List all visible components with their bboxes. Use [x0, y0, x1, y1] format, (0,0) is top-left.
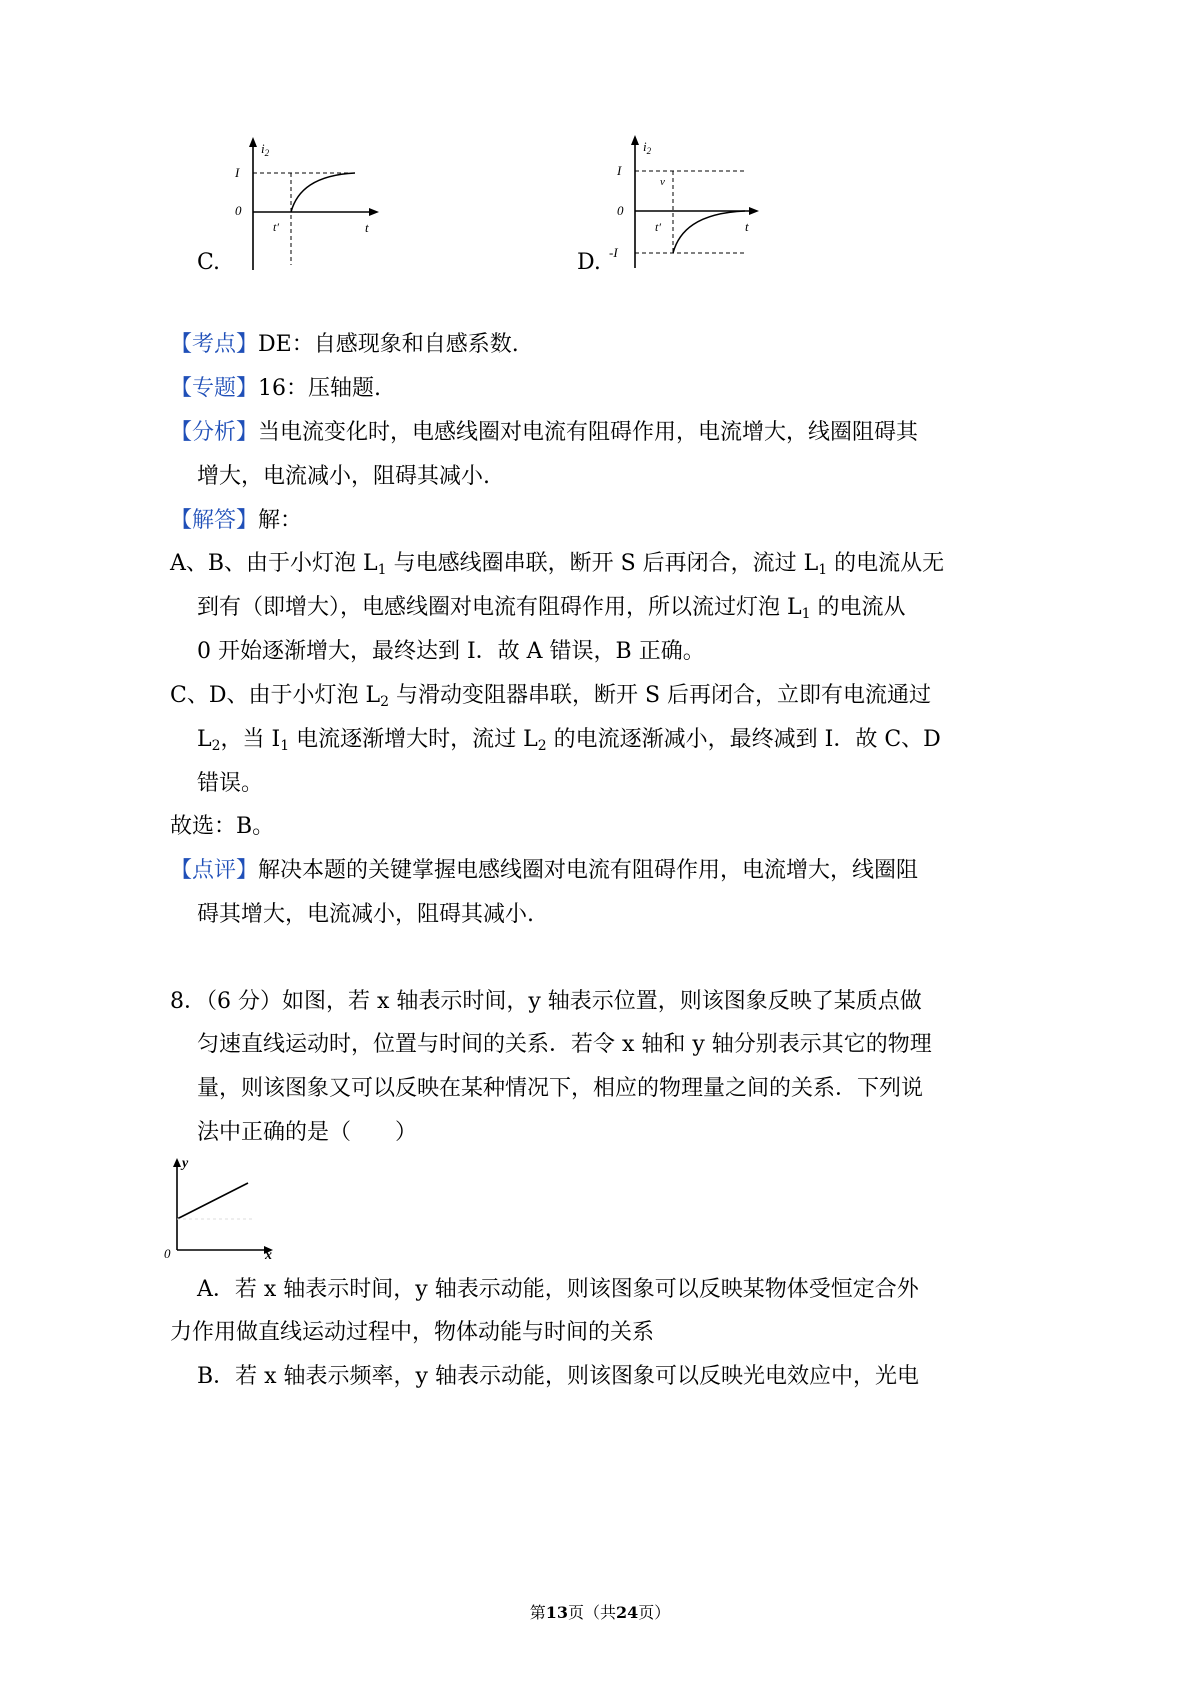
q8-line-3: 量，则该图象又可以反映在某种情况下，相应的物理量之间的关系．下列说 — [197, 1076, 924, 1101]
dianping-line-1 — [170, 856, 918, 886]
graph-d — [605, 133, 765, 273]
q8-graph — [160, 1155, 280, 1260]
fenxi-line-1 — [170, 418, 918, 448]
graph-d-t-label: t — [745, 219, 749, 234]
graph-c-x-arrow — [369, 208, 379, 216]
graph-d-I-label: I — [617, 163, 622, 178]
kaodian-text: DE：自感现象和自感系数. — [258, 332, 519, 357]
q8-line — [177, 1183, 248, 1219]
graph-d-v-mark: v — [660, 176, 665, 188]
fenxi-text-1: 当电流变化时，电感线圈对电流有阻碍作用，电流增大，线圈阻碍其 — [258, 420, 919, 445]
graph-d-origin: 0 — [617, 203, 624, 218]
page-footer: 第13页（共24页） — [529, 1603, 671, 1622]
graph-d-y-label: $i_2$ — [643, 139, 652, 156]
graph-c-tprime: t′ — [273, 220, 279, 234]
choice-line: 故选：B。 — [170, 814, 275, 839]
q8-x-label: x — [265, 1248, 272, 1260]
graph-d-curve — [673, 211, 745, 253]
page-number: 13 — [545, 1603, 568, 1622]
dianping-text-1: 解决本题的关键掌握电感线圈对电流有阻碍作用，电流增大，线圈阻 — [258, 858, 919, 883]
cd-line-2: $L_2$，当 $I_1$ 电流逐渐增大时，流过 $L_2$ 的电流逐渐减小，最终减到 I．故 C、D — [197, 727, 941, 754]
cd-line-3: 错误。 — [197, 771, 264, 796]
option-d-label: D. — [577, 250, 601, 275]
kaodian-tag: 【考点】 — [170, 332, 259, 357]
total-pages: 24 — [616, 1603, 639, 1622]
fenxi-line-2: 增大，电流减小，阻碍其减小. — [197, 464, 490, 489]
jieda-text: 解： — [258, 508, 303, 533]
graph-c-curve — [291, 173, 355, 212]
graph-c-I-label: I — [235, 165, 240, 180]
graph-c-t-label: t — [365, 220, 369, 235]
graph-d-negI-label: -I — [609, 245, 618, 260]
fenxi-tag: 【分析】 — [170, 420, 259, 445]
zhuanti-line — [170, 374, 381, 404]
option-c-label: C. — [197, 250, 221, 275]
graph-c-origin: 0 — [235, 203, 242, 218]
q8-line-2: 匀速直线运动时，位置与时间的关系．若令 x 轴和 y 轴分别表示其它的物理 — [197, 1032, 932, 1057]
cd-line-1: C、D、由于小灯泡 $L_2$ 与滑动变阻器串联，断开 S 后再闭合，立即有电流通过 — [170, 683, 932, 710]
q8-option-b-line-1: B．若 x 轴表示频率，y 轴表示动能，则该图象可以反映光电效应中，光电 — [197, 1364, 919, 1389]
jieda-tag: 【解答】 — [170, 508, 259, 533]
dianping-line-2: 碍其增大，电流减小，阻碍其减小. — [197, 902, 534, 927]
jieda-line — [170, 506, 302, 536]
q8-y-arrow — [173, 1158, 181, 1167]
ab-line-3: 0 开始逐渐增大，最终达到 I．故 A 错误，B 正确。 — [197, 639, 705, 664]
q8-option-a-line-2: 力作用做直线运动过程中，物体动能与时间的关系 — [170, 1320, 655, 1345]
graph-d-tprime: t′ — [655, 220, 661, 234]
kaodian-line — [170, 330, 519, 360]
graph-c-y-arrow — [249, 137, 257, 147]
graph-d-y-arrow — [631, 135, 639, 145]
ab-line-1: A、B、由于小灯泡 $L_1$ 与电感线圈串联，断开 S 后再闭合，流过 $L_1$ 的电流从无 — [170, 551, 945, 578]
q8-y-label: y — [182, 1156, 189, 1171]
graph-c-y-label: $i_2$ — [261, 141, 270, 158]
zhuanti-tag: 【专题】 — [170, 376, 259, 401]
dianping-tag: 【点评】 — [170, 858, 259, 883]
q8-option-a-line-1: A．若 x 轴表示时间，y 轴表示动能，则该图象可以反映某物体受恒定合外 — [197, 1277, 919, 1302]
ab-line-2: 到有（即增大），电感线圈对电流有阻碍作用，所以流过灯泡 $L_1$ 的电流从 — [197, 595, 906, 622]
graph-d-x-arrow — [749, 207, 759, 215]
graph-c — [225, 135, 385, 275]
q8-origin: 0 — [164, 1246, 171, 1260]
q8-line-4: 法中正确的是（ ） — [197, 1120, 418, 1145]
zhuanti-text: 16：压轴题. — [258, 376, 382, 401]
q8-line-1: 8．（6 分）如图，若 x 轴表示时间，y 轴表示位置，则该图象反映了某质点做 — [170, 989, 922, 1014]
